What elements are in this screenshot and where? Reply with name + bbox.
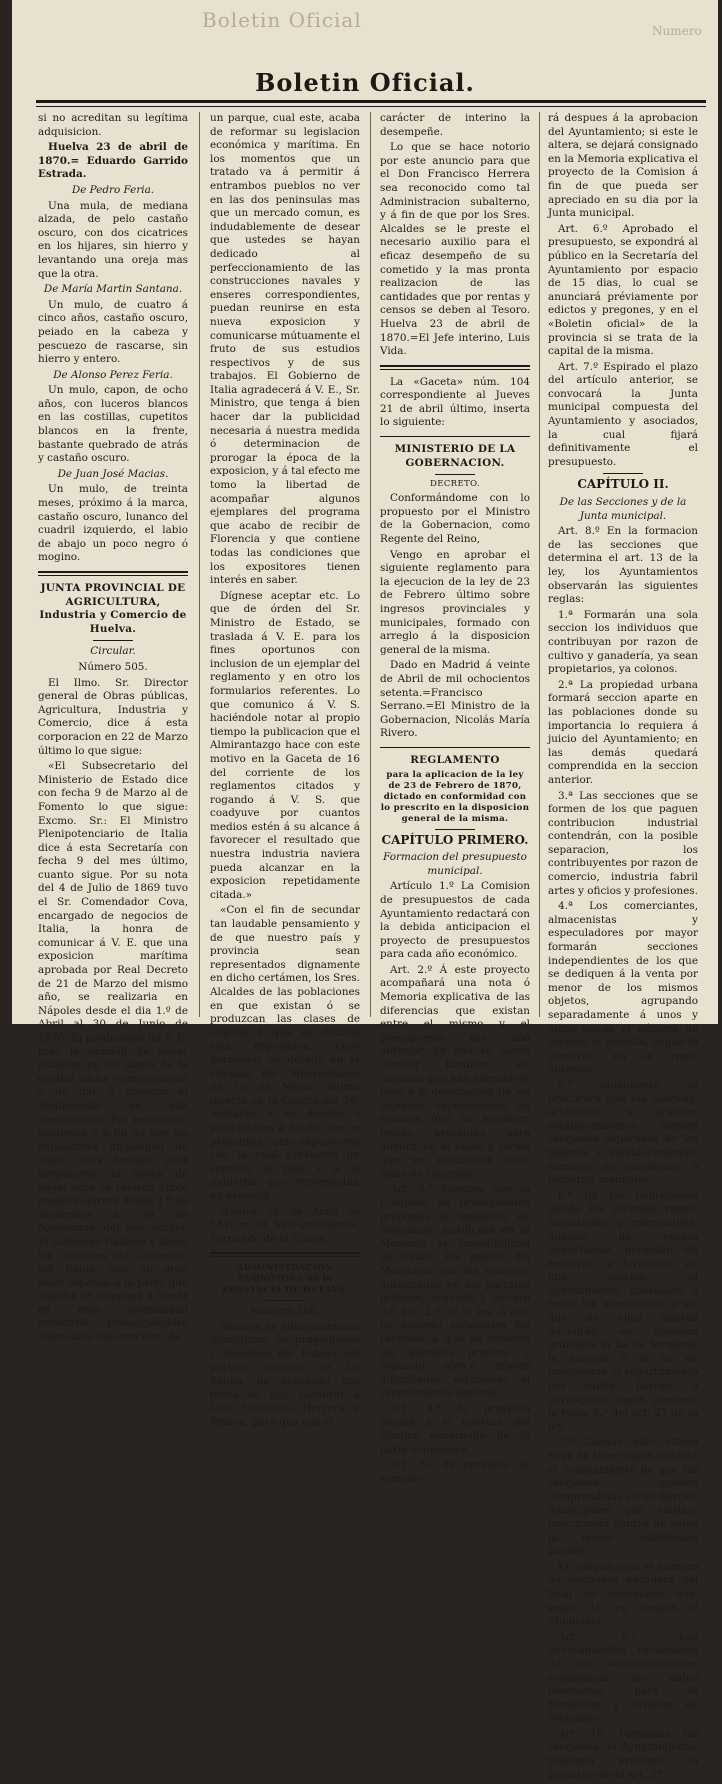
doc-type: Circular. bbox=[90, 645, 136, 658]
paragraph: 1.ª Formarán una sola seccion los individuos que contribuyan por razon de cultivo y ganadería, ya sean propietarios, ya colonos. bbox=[548, 608, 698, 676]
column-3 bbox=[380, 112, 530, 1488]
paragraph: Art. 3.º Siempre que la Comision de presupuestos proponga el impuesto de consumos, justificará en la Memoria la imposibilidad de cubrir los gastos del Municipio con los recursos autorizados en los párrafos primero, segundo y tercero del art. 2.º de la ley, ó que no sienedo suficientes los recursos á que se refieren los párrafos primero y segundo ofrece graves dificultades establecer el repartimiento general. bbox=[380, 1183, 530, 1400]
section-heading: JUNTA PROVINCIAL DE AGRICULTURA, Industria y Comercio de Huelva. bbox=[39, 582, 187, 635]
paragraph: Art. 8.º En la formacion de las secciones que determina el art. 13 de la ley, los Ayuntamientos observarán las siguientes reglas: bbox=[548, 525, 698, 606]
paragraph: Vengo en aprobar el siguiente reglamento para la ejecucion de la ley de 23 de Febrero último sobre ingresos provinciales y municipales, formado con arreglo á la disposicion general de la misma. bbox=[380, 548, 530, 656]
section-rule bbox=[38, 571, 188, 576]
bleed-through-title: Boletin Oficial bbox=[202, 8, 362, 32]
short-rule bbox=[435, 829, 475, 830]
paragraph: Art. 5.º El proyecto se somete- bbox=[380, 1459, 530, 1485]
chapter-heading: CAPÍTULO PRIMERO. bbox=[381, 832, 529, 847]
paragraph: «Con el fin de secundar tan laudable pensamiento y de que nuestro país y provincia sean representados dignamente en dicho certámen, los Sres. Alcaldes de las poblaciones en que existan ó se produzcan las clases de objetos á que se destina esta esposicion, cuyo pormenor se detalla en la circular del Almirantazgo de 10 de Marzo último inserta en la Gaceta del 16; invitarán á los dueños ó productores á fin de que se presenten como expositores con lo cual prestarán un servicio al país y á la industria que representan en especial. bbox=[210, 904, 360, 1202]
paragraph: Art. 6.º Aprobado el presupuesto, se expondrá al público en la Secretaría del Ayuntamiento por espacio de 15 dias, lo cual se anunciará préviamente por edictos y pregones, y en el «Boletin oficial» de la provincia si se trata de la capital de la misma. bbox=[548, 222, 698, 358]
paragraph: «El Subsecretario del Ministerio de Estado dice con fecha 9 de Marzo al de Fomento lo que sigue: Excmo. Sr.: El Ministro Plenipotenciario de Italia dice á esta Secretaría con fecha 9 del mes último, cuanto sigue. Por su nota del 4 de Julio de 1869 tuvo el Sr. Comendador Cova, encargado de negocios de Italia, la honra de comunicar á V. E. que una exposicion marítima aprobada por Real Decreto de 21 de Marzo del mismo año, se realizaria en Nápoles desde el dia 1.º de Abril al 30 de Junio de 1870. El predecesor de V. E. tuvo la bondad de hacer publicar en un diario de la capital dicha comunicacion y de dar á conocer el Reglamento en ella mencionado. Por resolucion posterior, y á fin de que los expositores dispongan de algun mas tiempo para prepararse, la época de aquel acto se retarda cinco meses y durará desde 1.º de Setiembre á 30 de Noviembre del año actual. El Gobierno Italiano y todas las cámaras de Comercio del Reino, dan un gran valor especial á la parte que España se disponga á tomar en esta solemnidad industrial, preocupándose sobre todo del concurso de bbox=[38, 760, 188, 1344]
paragraph: Art. 10. Formadas las secciones, el Ayuntamiento, teniendo presente lo prescrito en el art. 27 bbox=[548, 1727, 698, 1781]
short-rule bbox=[265, 1300, 305, 1301]
short-rule bbox=[603, 473, 643, 474]
paragraph: Una mula, de mediana alzada, de pelo castaño oscuro, con dos cicatrices en los hijares, sin hierro y levantando una oreja mas que la otra. bbox=[38, 199, 188, 280]
column-divider bbox=[370, 112, 371, 1017]
column-2 bbox=[210, 112, 360, 1432]
paragraph: Art. 2.º Á este proyecto acompañará una nota ó Memoria explicativa de las diferencias que existan entre el mismo y el presupuesto del año anterior. En ella se harán constar tambien los cálculos que han servido de base á la designacion de los ingresos, exponiéndose las razones que se hubieren tenido presentes para admitir en el modo y forma que se establezca cada clase de recursos. bbox=[380, 963, 530, 1180]
paragraph: 6.ª En las poblaciones donde los diversos ramos industriales y mercantiles, aunque de escasa importancia, permitan sin embargo la formacion de una seccion, el Ayuntamiento convocará á todos los interesados, y los que de ellos asistan decidirán en votacion ordinaria si ha de formarse la seccion ó si ha de procederse al repartimiento por calles, barrios ó parroquias, segun previene la regla 3.ª del art. 27 de la ley. bbox=[548, 1189, 698, 1433]
paragraph: rá despues á la aprobacion del Ayuntamiento; si este le altera, se dejará consignado en la Memoria explicativa el proyecto de la Comision á fin de que pueda ser apreciado en su dia por la Junta municipal. bbox=[548, 112, 698, 220]
chapter-subtitle: De las Secciones y de la Junta municipal. bbox=[559, 496, 687, 522]
chapter-heading: CAPÍTULO II. bbox=[577, 477, 669, 492]
paragraph: si no acreditan su legítima adquisicion. bbox=[38, 112, 188, 138]
column-divider bbox=[539, 112, 540, 1017]
short-rule bbox=[93, 640, 133, 641]
chapter-subtitle: Formacion del presupuesto municipal. bbox=[383, 851, 527, 877]
paragraph: Art. 4.º El proyecto pasará á la censura del Síndico encargado de la parte económica. bbox=[380, 1402, 530, 1456]
section-rule bbox=[380, 436, 530, 437]
column-4 bbox=[548, 112, 698, 1784]
paragraph: Un mulo, capon, de ocho años, con luceros blancos en las costillas, cupetitos blancos en la frente, bastante quebrado de atrás y castaño oscuro. bbox=[38, 384, 188, 465]
signature-line: Huelva 22 de Abril de 1870.= El Vice-presidente, Fernando de la Cueva. bbox=[210, 1205, 360, 1245]
paragraph: 5.ª Igualmente se procurará que las fábricas, artefactos, y grandes establecimientos formen secciones separadas de los talleres y establecimientos menores de confeccion ó industria manuales. bbox=[548, 1078, 698, 1187]
paragraph: Un mulo, de treinta meses, próximo á la marca, castaño oscuro, lunanco del cuadril izquierdo, el labio de abajo un poco negro ó mogino. bbox=[38, 483, 188, 564]
header-rule-thin bbox=[36, 106, 706, 107]
section-rule bbox=[380, 747, 530, 748]
bleed-through-number: Numero bbox=[652, 24, 702, 38]
paragraph: Lo que se hace notorio por este anuncio para que el Don Francisco Herrera sea reconocido como tal Administracion subalterno, y á fin de que por los Sres. Alcaldes se le preste el necesario auxilio para el eficaz desempeño de su cometido y la mas pronta realizacion de las cantidades que por rentas y censos se deben al Tesoro. Huelva 23 de abril de 1870.=El Jefe interino, Luis Vida. bbox=[380, 141, 530, 358]
section-rule bbox=[380, 365, 530, 370]
owner-heading: De Juan José Macias. bbox=[57, 467, 169, 480]
owner-heading: De Alonso Perez Feria. bbox=[53, 368, 173, 381]
owner-heading: De Pedro Feria. bbox=[71, 183, 155, 196]
paragraph: carácter de interino la desempeñe. bbox=[380, 112, 530, 138]
paragraph: Dado en Madrid á veinte de Abril de mil ochocientos setenta.=Francisco Serrano.=El Ministro de la Gobernacion, Nicolás María Rivero. bbox=[380, 659, 530, 740]
ministry-heading: MINISTERIO DE LA GOBERNACION. bbox=[394, 443, 516, 469]
newspaper-page bbox=[12, 0, 718, 1781]
owner-heading: De María Martin Santana. bbox=[43, 283, 183, 296]
paragraph: El Ilmo. Sr. Director general de Obras públicas, Agricultura, Industria y Comercio, dice á esta corporacion en 22 de Marzo último lo que sigue: bbox=[38, 676, 188, 757]
doc-number: Número 506. bbox=[250, 1305, 320, 1318]
paragraph: 4.ª Los comerciantes, almacenistas y especuladores por mayor formarán secciones independientes de los que se dediquen á la venta por menor de los mismos objetos, agrupando separadamente á unos y otros donde el número de vecinos lo permita, segun lo prescrito en la regla anterior. bbox=[548, 900, 698, 1076]
section-heading: ADMINISTRACION ECONÓMICA de la PROVINCIA DE HUELVA. bbox=[222, 1263, 348, 1296]
masthead-title: Boletin Oficial. bbox=[255, 68, 475, 97]
header-rule-thick bbox=[36, 100, 706, 103]
paragraph: Art. 7.º Espirado el plazo del artículo anterior, se convocará la Junta municipal compuesta del Ayuntamiento y asociados, la cual fijará definitivamente el presupuesto. bbox=[548, 360, 698, 468]
paragraph: La «Gaceta» núm. 104 correspondiente al Jueves 21 de abril último, inserta lo siguiente: bbox=[380, 375, 530, 429]
column-1 bbox=[38, 112, 188, 1347]
column-divider bbox=[199, 112, 200, 1017]
signature-line: Huelva 23 de abril de 1870.= Eduardo Garrido Estrada. bbox=[38, 141, 188, 181]
short-rule bbox=[435, 474, 475, 475]
decree-heading: DECRETO. bbox=[430, 479, 480, 490]
paragraph: un parque, cual este, acaba de reformar su legislacion económica y marítima. En los momentos que un tratado va á permitir á entrambos pueblos no ver en las dos peninsulas mas que un mercado comun, es indudablemente de desear que ustedes se hayan dedicado al perfeccionamiento de las construcciones navales y enseres correspondientes, puedan reunirse en esta nueva exposicion y comunicarse mútuamente el fruto de sus estudios respectivos y de sus trabajos. El Gobierno de Italia agradecerá á V. E., Sr. Ministro, que tenga á bien hacer dar la publicidad necesaria á nuestra medida ó determinacion de prorogar la época de la exposicion, y á tal efecto me tomo la libertad de acompañar algunos ejemplares del programa que acabo de recibir de Florencia y que contiene todas las condiciones que los expositores tienen interés en saber. bbox=[210, 112, 360, 587]
section-rule bbox=[210, 1252, 360, 1257]
paragraph: 3.ª Las secciones que se formen de los que paguen contribucion industrial contendrán, con la posible separacion, los contribuyentes por razon de comercio, industria fabril artes y oficios y profesiones. bbox=[548, 789, 698, 897]
paragraph: Vacante la Administracion Subalterna de propiedades y derechos del Estado del partido judicial de La Palma, he acordado con fecha de hoy, nombrar á Don Francisco Herrera y Pinzon, para que con el bbox=[210, 1320, 360, 1429]
paragraph: 2.ª La propiedad urbana formará seccion aparte en las poblaciones donde su importancia lo requiera á juicio del Ayuntamiento; en las demás quedará comprendida en la seccion anterior. bbox=[548, 678, 698, 786]
paragraph: Un mulo, de cuatro á cinco años, castaño oscuro, peiado en la cabeza y pescuezo de rascarse, sin hierro y entero. bbox=[38, 298, 188, 366]
paragraph: Artículo 1.º La Comision de presupuestos de cada Ayuntamiento redactará con la debida anticipacion el proyecto de presupuestos para cada año económico. bbox=[380, 880, 530, 961]
doc-number: Número 505. bbox=[78, 660, 148, 673]
paragraph: Art. 9.º Los Ayuntamientos reclamarán de las Administraciones económicas los datos necesarios para la formacion y division de secciones. bbox=[548, 1630, 698, 1725]
regulation-title: REGLAMENTO bbox=[410, 753, 500, 766]
paragraph: Dígnese aceptar etc. Lo que de órden del Sr. Ministro de Estado, se traslada á V. E. para los fines oportunos con inclusion de un ejemplar del reglamento y en otro los formularios referentes. Lo que comunico á V. S. haciéndole notar al propio tiempo la publicacion que el Almirantazgo hace con este motivo en la Gaceta de 16 del corriente de los reglamentos citados y rogando á V. S. que coadyuve por cuantos medios estén á su alcance á favorecer el resultado que nuestra industria naviera pueda alcanzar en la exposicion repetidamente citada.» bbox=[210, 589, 360, 901]
regulation-subtitle: para la aplicacion de la ley de 23 de Febrero de 1870, dictado en conformidad con lo prescrito en la disposicion general de la misma. bbox=[380, 769, 530, 824]
paragraph: 7.ª Cuando esto último haya de tener lugar, cuidará el Ayuntamiento de que las secciones queden comprendidas en los barrios municipales que existan, procurando dentro de estos la mayor subdivision posible. bbox=[548, 1436, 698, 1558]
paragraph: Conformándome con lo propuesto por el Ministro de la Gobernacion, como Regente del Reino, bbox=[380, 492, 530, 546]
paragraph: En ningun caso el número de secciones excederá del total de concejales que, segun la ley, tengan el Municipio. bbox=[548, 1560, 698, 1628]
